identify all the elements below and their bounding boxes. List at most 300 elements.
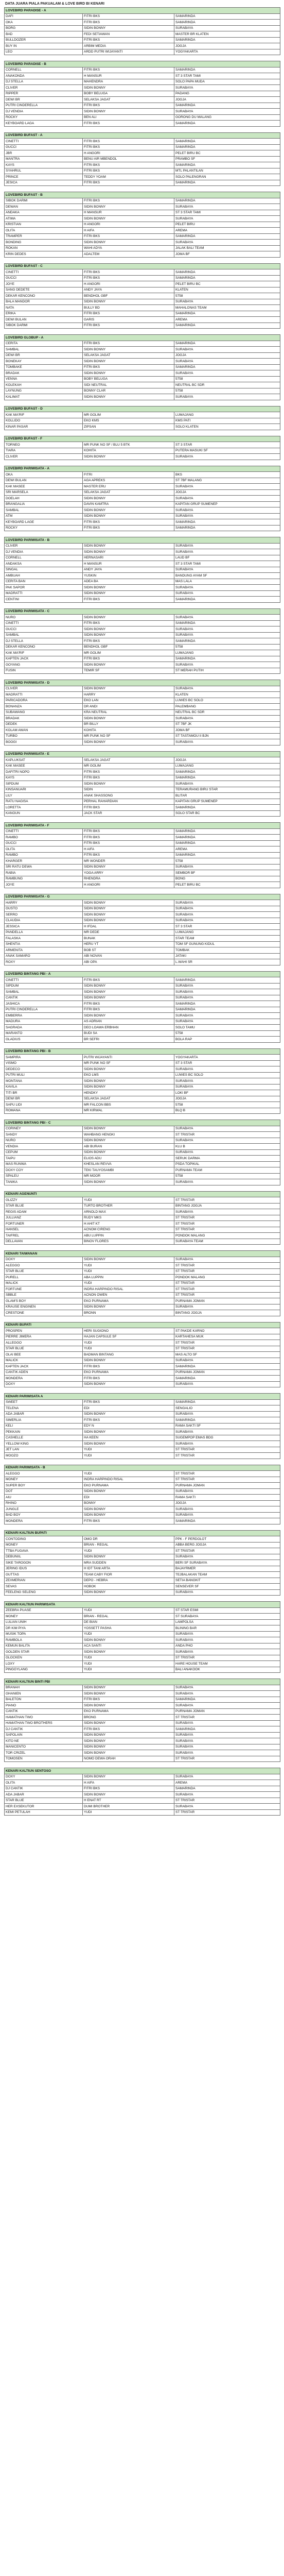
team-name-cell: ST TRISTAR (174, 1655, 280, 1661)
bird-name-cell: ALEGGO (5, 1471, 83, 1477)
bird-name-cell: HER EXSEKUTOR (5, 1804, 83, 1810)
table-row (5, 1310, 280, 1316)
team-name-cell: PADANG (174, 91, 280, 97)
class-header-row (5, 1602, 280, 1608)
table-row (5, 1655, 280, 1661)
team-name-cell: ST TRISTAR (174, 1477, 280, 1483)
owner-name-cell: MR PUNK NO SF / BLU 5 BTK (83, 442, 174, 448)
team-name-cell: TERAMURANG BIRU STAR (174, 787, 280, 793)
bird-name-cell: TORNEO (5, 442, 83, 448)
table-row (5, 37, 280, 43)
table-row (5, 1179, 280, 1185)
results-sheet (4, 0, 280, 1816)
bird-name-cell: PIERRE JIMERA (5, 1334, 83, 1340)
owner-name-cell: FITRI BKS (83, 656, 174, 662)
bird-name-cell: ANDAKSA (5, 561, 83, 567)
owner-name-cell: HOBOK (83, 1584, 174, 1590)
owner-name-cell: EKO LMS (83, 1072, 174, 1078)
owner-name-cell: MAHENDRA (83, 79, 174, 85)
bird-name-cell: MONDERA (5, 1376, 83, 1382)
owner-name-cell: AGA APREKS (83, 478, 174, 484)
class-header-row (5, 894, 280, 900)
owner-name-cell: FITRI BKS (83, 1417, 174, 1423)
table-row (5, 953, 280, 959)
table-row (5, 1780, 280, 1786)
team-name-cell: BANDUNG AYAM SF (174, 573, 280, 579)
team-name-cell: SAMARINDA (174, 198, 280, 204)
team-name-cell: SURABAYA (174, 513, 280, 519)
owner-name-cell: SIDIN BONNY (83, 1685, 174, 1691)
bird-name-cell: TRAMPER (5, 233, 83, 240)
results-table (4, 1250, 280, 1316)
team-name-cell: SAMARINDA (174, 656, 280, 662)
owner-name-cell: DUMI BROTHER (83, 1804, 174, 1810)
bird-name-cell: DEWI BR (5, 97, 83, 103)
owner-name-cell: FITRI BKS (83, 168, 174, 174)
table-row (5, 1744, 280, 1750)
table-row (5, 150, 280, 157)
table-row (5, 775, 280, 781)
bird-name-cell: NURO (5, 615, 83, 621)
owner-name-cell: SIDIN BONNY (83, 1738, 174, 1744)
owner-name-cell: SIDIN BONNY (83, 781, 174, 787)
owner-name-cell: TEKI TAUYOSAMBI (83, 1167, 174, 1174)
table-row (5, 1138, 280, 1144)
owner-name-cell: NOMO DEWA ORAH (83, 1756, 174, 1762)
class-title: KENARI KALTIUN BINTI PBI (5, 1679, 280, 1685)
table-row (5, 692, 280, 698)
class-title: KENARI PARIWISATA - B (5, 1465, 280, 1471)
bird-name-cell: SIBOK DARMI (5, 198, 83, 204)
bird-name-cell: GHANIEN (5, 1691, 83, 1697)
class-header-row (5, 1465, 280, 1471)
bird-name-cell: CORINEY (5, 1126, 83, 1132)
table-row (5, 644, 280, 650)
owner-name-cell: SIDIN BONNY (83, 454, 174, 460)
owner-name-cell: PUTRI WIJAYANTI (83, 1055, 174, 1061)
owner-name-cell: HERNASARI (83, 555, 174, 561)
bird-name-cell: SAMBAL (5, 347, 83, 353)
table-row (5, 1447, 280, 1453)
owner-name-cell: SIDIN BONNY (83, 1506, 174, 1513)
owner-name-cell: SIDIN BONNY (83, 739, 174, 745)
owner-name-cell: SIDIN BONNY (83, 716, 174, 722)
owner-name-cell: SIDIN BONNY (83, 1649, 174, 1655)
team-name-cell: SAMARINDA (174, 121, 280, 127)
team-name-cell: AREMA (174, 1780, 280, 1786)
table-row (5, 567, 280, 573)
table-row (5, 1102, 280, 1108)
team-name-cell: JOGJA (174, 1500, 280, 1506)
bird-name-cell: ZEEBRA PUASE (5, 1607, 83, 1614)
team-name-cell: SURABAYA (174, 1209, 280, 1215)
team-name-cell: ST TRISTAR (174, 1263, 280, 1269)
table-row (5, 1578, 280, 1584)
bird-name-cell: NATA (5, 305, 83, 311)
owner-name-cell: ACNON OWEN (83, 1292, 174, 1298)
owner-name-cell: SIDIN BONNY (83, 906, 174, 912)
bird-name-cell: JUNGLE (5, 1506, 83, 1513)
team-name-cell: ST STAR ESMI (174, 1607, 280, 1614)
bird-name-cell: DOT (5, 1488, 83, 1495)
owner-name-cell: FITRI BKS (83, 597, 174, 603)
results-table (4, 132, 280, 187)
team-name-cell: JOMA BF (174, 727, 280, 734)
team-name-cell: ST TRISTAR (174, 1798, 280, 1804)
bird-name-cell: JERING IDUS (5, 1566, 83, 1572)
table-row (5, 1090, 280, 1096)
team-name-cell: YOGYAKARTA (174, 49, 280, 55)
team-name-cell: SURABAYA (174, 739, 280, 745)
class-header-row (5, 1394, 280, 1400)
owner-name-cell: WAHBANG HENGKI (83, 1132, 174, 1138)
team-name-cell: SAMARINDA (174, 835, 280, 841)
team-name-cell: ST 3 STAR TAMI (174, 73, 280, 79)
team-name-cell: SAMARINDA (174, 775, 280, 781)
results-table (4, 1465, 280, 1524)
team-name-cell: LUMAJANG (174, 412, 280, 418)
team-name-cell: SURABAYA (174, 626, 280, 633)
team-name-cell: SURABAYA TEAM (174, 1239, 280, 1245)
bird-name-cell: KAK MASEE (5, 763, 83, 769)
bird-name-cell: TOMOSEN (5, 1756, 83, 1762)
team-name-cell: SAMARINDA (174, 828, 280, 835)
owner-name-cell: ADALTEM (83, 251, 174, 258)
bird-name-cell: GUCCI (5, 840, 83, 846)
owner-name-cell: H ANGORI (83, 150, 174, 157)
table-row (5, 882, 280, 888)
owner-name-cell: ACNOM CIRENG (83, 1227, 174, 1233)
table-row (5, 20, 280, 26)
owner-name-cell: ELIOS ADU (83, 1156, 174, 1162)
table-row (5, 1572, 280, 1578)
team-name-cell: PONDOK MALANG (174, 1275, 280, 1281)
team-name-cell: SAMARINDA (174, 275, 280, 281)
team-name-cell: SURABAYA (174, 1720, 280, 1726)
owner-name-cell: YUDI (83, 1667, 174, 1673)
table-row (5, 585, 280, 591)
team-name-cell: AREMA (174, 317, 280, 323)
owner-name-cell: SIDIN BONNY (83, 1691, 174, 1697)
class-title: LOVEBIRD BINTANG PBI - B (5, 1048, 280, 1055)
team-name-cell: SURABAYA (174, 716, 280, 722)
team-name-cell: SURABAYA (174, 1691, 280, 1697)
table-row (5, 787, 280, 793)
owner-name-cell: HAJAN CAPSULE SF (83, 1334, 174, 1340)
results-table (4, 334, 280, 400)
owner-name-cell: BENU AIR MBENDOL (83, 156, 174, 162)
bird-name-cell: BRADAK (5, 370, 83, 377)
team-name-cell: MAS LALA (174, 579, 280, 585)
class-header-row (5, 680, 280, 686)
table-row (5, 941, 280, 947)
bird-name-cell: LEO (5, 49, 83, 55)
owner-name-cell: BOBY BELUGA (83, 376, 174, 382)
class-title: KENARI KALTIUN BUPATI (5, 1530, 280, 1536)
owner-name-cell: KHESLAN REVVA (83, 1161, 174, 1167)
team-name-cell: SAMARINDA (174, 1417, 280, 1423)
table-row (5, 727, 280, 734)
bird-name-cell: PARICADORA (5, 698, 83, 704)
team-name-cell: ST SURABAYA (174, 1614, 280, 1620)
table-row (5, 858, 280, 865)
bird-name-cell: BAD BOY (5, 1512, 83, 1518)
team-name-cell: PALEMBANG (174, 704, 280, 710)
team-name-cell: ST TRISTAR (174, 1292, 280, 1298)
bird-name-cell: ERIKA (5, 311, 83, 317)
owner-name-cell: BULLY BD (83, 305, 174, 311)
table-row (5, 590, 280, 597)
table-row (5, 424, 280, 430)
team-name-cell: KMS PATI (174, 418, 280, 424)
results-table (4, 1601, 280, 1673)
bird-name-cell: SAMPIRA (5, 1055, 83, 1061)
bird-name-cell: MADRATTI (5, 590, 83, 597)
owner-name-cell: FITRI BKS (83, 519, 174, 526)
table-row (5, 382, 280, 388)
owner-name-cell: SIDIN BONNY (83, 109, 174, 115)
bird-name-cell: YELLOW KING (5, 1441, 83, 1447)
owner-name-cell: BR SEFRI (83, 1037, 174, 1043)
bird-name-cell: REGIS ADAM (5, 1209, 83, 1215)
owner-name-cell: H AIFA (83, 846, 174, 853)
table-row (5, 1066, 280, 1073)
table-row (5, 662, 280, 668)
owner-name-cell: FITRI BKS (83, 1786, 174, 1792)
bird-name-cell: DAFITRI NOPO (5, 769, 83, 775)
bird-name-cell: PUTRI MULI (5, 1072, 83, 1078)
bird-name-cell: GUCCI (5, 275, 83, 281)
owner-name-cell: SIDIN BONNY (83, 1750, 174, 1756)
class-title: LOVEBIRD PARADISE - A (5, 8, 280, 14)
table-row (5, 1263, 280, 1269)
table-row (5, 251, 280, 258)
team-name-cell: SURABAYA (174, 1554, 280, 1560)
bird-name-cell: JOYE (5, 281, 83, 287)
bird-name-cell: MARANTO (5, 1030, 83, 1037)
owner-name-cell: FITRI BKS (83, 805, 174, 811)
owner-name-cell: SIDIN BONNY (83, 1744, 174, 1750)
team-name-cell: SAMARINDA (174, 769, 280, 775)
team-name-cell: PPK - F PERDOLOT (174, 1536, 280, 1543)
bird-name-cell: ATIMA (5, 216, 83, 222)
table-row (5, 1809, 280, 1816)
team-name-cell: GORONG DU MALANG (174, 114, 280, 121)
team-name-cell: PSDA TOPIKAL (174, 1161, 280, 1167)
bird-name-cell: SPALEU (5, 1173, 83, 1179)
class-header-row (5, 1251, 280, 1257)
class-header-row (5, 751, 280, 757)
owner-name-cell: SIDIN BONNY (83, 394, 174, 400)
class-title: KENARI KALTIUN SENTOSO (5, 1768, 280, 1774)
team-name-cell: ST TRISTAR (174, 1280, 280, 1286)
table-row (5, 959, 280, 965)
team-name-cell: SAMARINDA (174, 1697, 280, 1703)
bird-name-cell: ANAKONDA (5, 73, 83, 79)
bird-name-cell: OLITA (5, 228, 83, 234)
owner-name-cell: YUDI (83, 1447, 174, 1453)
owner-name-cell: FITRI BKS (83, 1001, 174, 1007)
table-row (5, 1441, 280, 1447)
team-name-cell: ST PAKDE KARNO (174, 1328, 280, 1334)
team-name-cell: SURABAYA (174, 918, 280, 924)
table-row (5, 114, 280, 121)
bird-name-cell: DEWI BR (5, 352, 83, 359)
owner-name-cell: DE BIAN (83, 1619, 174, 1625)
bird-name-cell: KAK MA'RIF (5, 412, 83, 418)
owner-name-cell: SIDIN BONNY (83, 1411, 174, 1417)
team-name-cell: SURABAYA (174, 1631, 280, 1637)
team-name-cell: PURNAMA TEAM (174, 1167, 280, 1174)
team-name-cell: SAMARINDA (174, 1376, 280, 1382)
bird-name-cell: DEBUNIIL (5, 1554, 83, 1560)
sections-container (4, 7, 280, 1816)
table-row (5, 412, 280, 418)
owner-name-cell: SIDIN BONNY (83, 1358, 174, 1364)
team-name-cell: ST 3 STAR (174, 924, 280, 930)
owner-name-cell: H ANGORI (83, 222, 174, 228)
class-header-row (5, 8, 280, 14)
table-row (5, 448, 280, 454)
team-name-cell: HARE HOUSE TEAM (174, 1661, 280, 1667)
table-row (5, 109, 280, 115)
bird-name-cell: SHENTIA (5, 941, 83, 947)
table-row (5, 1030, 280, 1037)
owner-name-cell: TURTO BROTHER (83, 1203, 174, 1209)
team-name-cell: BALI ANAKOOK (174, 1667, 280, 1673)
table-row (5, 716, 280, 722)
bird-name-cell: LORETTA (5, 805, 83, 811)
class-header-row (5, 436, 280, 442)
bird-name-cell: JASHICA (5, 1001, 83, 1007)
team-name-cell: ST TRISTAR (174, 1471, 280, 1477)
team-name-cell: SAMARINDA (174, 144, 280, 150)
table-row (5, 1340, 280, 1346)
team-name-cell: SAMARINDA (174, 620, 280, 626)
owner-name-cell: ANAK SHASSONG (83, 793, 174, 799)
team-name-cell: SAMARINDA (174, 852, 280, 858)
bird-name-cell: PROSPEN (5, 1328, 83, 1334)
class-title: KENARI PARIWISATA A (5, 1394, 280, 1400)
owner-name-cell: EKO PURNAMA (83, 1708, 174, 1715)
owner-name-cell: SIDIN BONNY (83, 25, 174, 31)
results-table (4, 894, 280, 965)
team-name-cell: PELET BIRU BC (174, 150, 280, 157)
results-table (4, 537, 280, 603)
team-name-cell: ST TRISTAR (174, 1756, 280, 1762)
bird-name-cell: ROCKY (5, 114, 83, 121)
table-row (5, 1792, 280, 1798)
owner-name-cell: ABI OPA (83, 959, 174, 965)
owner-name-cell: ACA SANTI (83, 1643, 174, 1649)
team-name-cell: SURABAYA (174, 1138, 280, 1144)
owner-name-cell: FITRI BKS (83, 162, 174, 168)
table-row (5, 704, 280, 710)
team-name-cell: PRAMBO SF (174, 156, 280, 162)
table-row (5, 364, 280, 370)
team-name-cell: LUMAJANG (174, 929, 280, 936)
owner-name-cell: EDY N (83, 1423, 174, 1429)
team-name-cell: SENSEVER SF (174, 1584, 280, 1590)
owner-name-cell: KOHITA (83, 727, 174, 734)
table-row (5, 561, 280, 567)
table-row (5, 1060, 280, 1066)
table-row (5, 97, 280, 103)
class-title: LOVEBIRD PARIWISATA - B (5, 537, 280, 544)
table-row (5, 43, 280, 49)
bird-name-cell: DEWAN (5, 204, 83, 210)
class-title: KENARI TAIWANAN (5, 1251, 280, 1257)
table-row (5, 49, 280, 55)
table-row (5, 1619, 280, 1625)
class-title: LOVEBIRD PARIWISATA - C (5, 608, 280, 615)
table-row (5, 709, 280, 716)
owner-name-cell: SIDIN BONNY (83, 240, 174, 246)
table-row (5, 1037, 280, 1043)
table-row (5, 1685, 280, 1691)
owner-name-cell: FITRI BKS (83, 977, 174, 984)
class-title: KENARI BUPATI (5, 1322, 280, 1328)
team-name-cell: ST 3 STAR TAMI (174, 210, 280, 216)
table-row (5, 1007, 280, 1013)
bird-name-cell: JET LAN (5, 1447, 83, 1453)
team-name-cell: KLATEN (174, 692, 280, 698)
class-header-row (5, 406, 280, 412)
team-name-cell: PELET BIRU BC (174, 281, 280, 287)
owner-name-cell: SIDIN BONNY (83, 626, 174, 633)
team-name-cell: SUGEMPOP EMAS BDG (174, 1435, 280, 1441)
bird-name-cell: FORTUNE (5, 1286, 83, 1293)
table-row (5, 1423, 280, 1429)
team-name-cell: SURABAYA (174, 686, 280, 692)
owner-name-cell: FITRI BKS (83, 20, 174, 26)
bird-name-cell: SIBOK DARMI (5, 323, 83, 329)
bird-name-cell: KEYBOARD LAGA (5, 121, 83, 127)
owner-name-cell: YUDI (83, 1268, 174, 1275)
table-row (5, 1625, 280, 1632)
owner-name-cell: EKO KMS (83, 418, 174, 424)
owner-name-cell: HERU YT (83, 941, 174, 947)
bird-name-cell: CANTIK (5, 1708, 83, 1715)
team-name-cell: L.WAHI SR (174, 959, 280, 965)
owner-name-cell: SIDIN BONNY (83, 1637, 174, 1643)
owner-name-cell: FITRI BKS (83, 769, 174, 775)
owner-name-cell: SIDIN BONNY (83, 1013, 174, 1019)
owner-name-cell: BINOV FLORES (83, 1239, 174, 1245)
bird-name-cell: RAMBO (5, 835, 83, 841)
owner-name-cell: BOB ST (83, 947, 174, 954)
table-row (5, 1257, 280, 1263)
bird-name-cell: OLAI BEE (5, 1352, 83, 1358)
class-title: LOVEBIRD PARIWISATA - G (5, 894, 280, 900)
team-name-cell: PELET BIRU (174, 222, 280, 228)
bird-name-cell: BONANZA (5, 704, 83, 710)
bird-name-cell: TELENA (5, 1405, 83, 1412)
team-name-cell: SURABAYA (174, 1589, 280, 1596)
team-name-cell: SAMARINDA (174, 1399, 280, 1405)
owner-name-cell: TEMIR SF (83, 668, 174, 674)
owner-name-cell: H MANSUR (83, 561, 174, 567)
table-row (5, 864, 280, 870)
bird-name-cell: KEMUN BALITA (5, 1643, 83, 1649)
owner-name-cell: H ENAT RT (83, 1798, 174, 1804)
team-name-cell: 5758 (174, 388, 280, 394)
owner-name-cell: FITRI BKS (83, 121, 174, 127)
owner-name-cell: FITRI BKS (83, 1399, 174, 1405)
table-row (5, 1607, 280, 1614)
table-row (5, 1643, 280, 1649)
team-name-cell: SAMARINDA (174, 1001, 280, 1007)
